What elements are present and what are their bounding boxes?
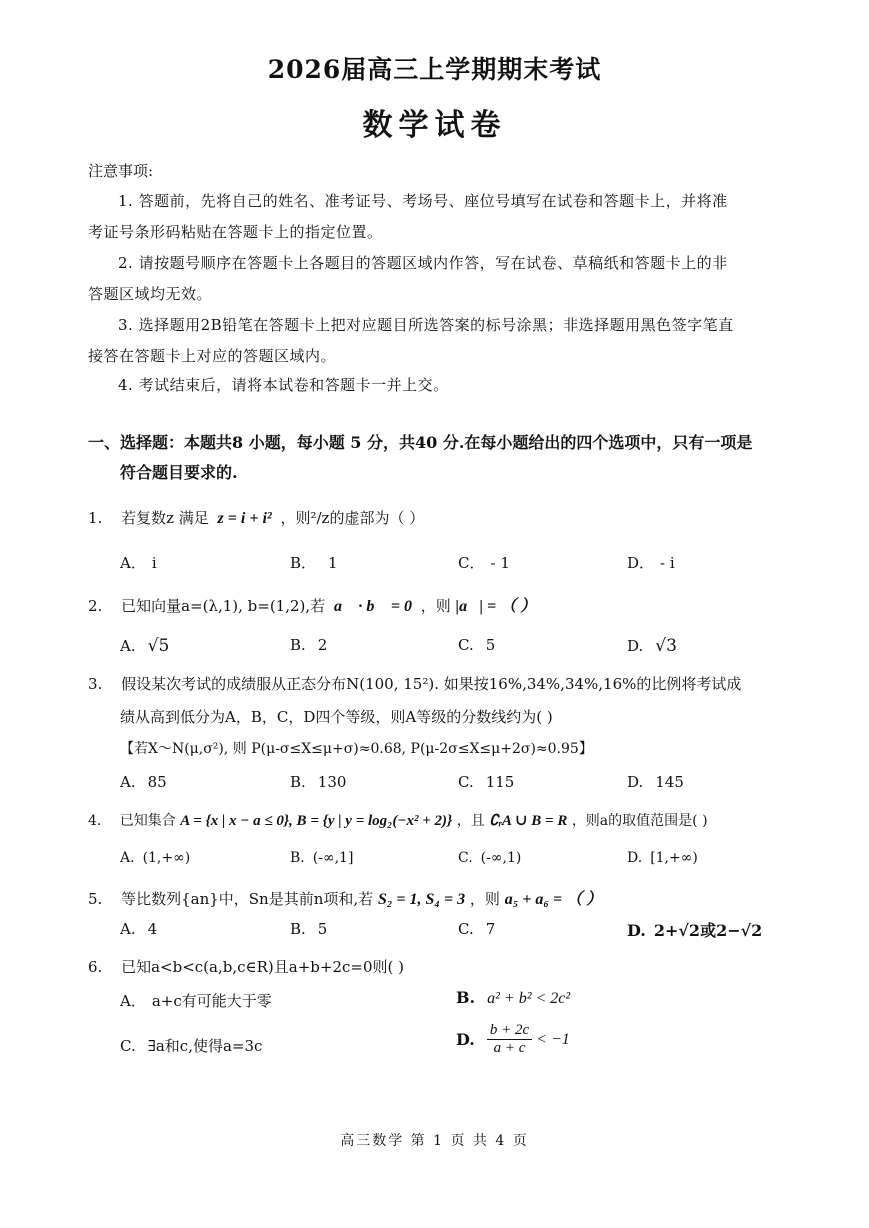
option-label: A.	[120, 637, 136, 655]
question-text-tail: ，则	[420, 597, 451, 615]
option-value: - 1	[490, 554, 510, 572]
option-label: D.	[627, 773, 644, 791]
notice-item-1-line2: 考证号条形码粘贴在答题卡上的指定位置。	[88, 223, 383, 241]
option-b[interactable]	[290, 850, 353, 866]
option-label: D.	[627, 921, 646, 940]
question-3-line2: 绩从高到低分为A，B，C，D四个等级，则A等级的分数线约为( )	[120, 708, 553, 726]
notice-item-3-line1: 3. 选择题用2B铅笔在答题卡上把对应题目所选答案的标号涂黑；非选择题用黑色签字笔直	[118, 316, 734, 334]
question-math-2: ∁ᵣA ∪ B = R	[489, 813, 568, 829]
option-value: 115	[485, 773, 515, 791]
option-label: C．	[458, 554, 485, 572]
option-label: B.	[290, 920, 306, 938]
option-c[interactable]	[458, 850, 521, 866]
question-6	[88, 956, 404, 977]
option-label: B.	[290, 773, 306, 791]
option-value: - i	[660, 554, 675, 572]
option-label: A.	[120, 850, 135, 866]
option-label: C.	[458, 850, 473, 866]
option-value: [1,+∞)	[650, 850, 698, 866]
notice-item-2-line1: 2. 请按题号顺序在答题卡上各题目的答题区域内作答，写在试卷、草稿纸和答题卡上的非	[118, 254, 728, 272]
question-text: 已知集合	[119, 813, 176, 829]
option-label: D．	[627, 554, 655, 572]
option-c[interactable]	[120, 1035, 262, 1056]
question-5	[88, 886, 602, 909]
question-3	[88, 673, 741, 694]
fraction-denominator: a + c	[493, 1040, 526, 1056]
question-3-hint: 【若X～N(μ,σ²), 则 P(μ-σ≤X≤μ+σ)≈0.68, P(μ-2σ≤X≤μ+2σ)≈0.95】	[120, 741, 593, 757]
option-d[interactable]	[456, 1022, 570, 1057]
notice-heading: 注意事项:	[88, 162, 154, 180]
option-label: C.	[458, 920, 474, 938]
question-2	[88, 593, 536, 616]
option-d[interactable]	[627, 918, 762, 941]
option-label: C.	[458, 636, 474, 654]
option-label: B．	[290, 554, 317, 572]
question-4	[88, 810, 708, 830]
option-value: (-∞,1]	[312, 850, 354, 866]
option-label: D.	[627, 850, 643, 866]
option-c[interactable]	[458, 552, 510, 573]
option-label: C.	[458, 773, 474, 791]
option-b[interactable]	[290, 552, 338, 573]
option-value: 5	[485, 636, 496, 654]
option-label: B.	[290, 850, 305, 866]
option-d[interactable]	[627, 636, 677, 656]
option-a[interactable]	[120, 990, 272, 1011]
option-d[interactable]	[627, 773, 684, 791]
option-a[interactable]	[120, 773, 167, 791]
question-number: 5.	[88, 890, 103, 908]
notice-item-1-line1: 1. 答题前，先将自己的姓名、准考证号、考场号、座位号填写在试卷和答题卡上，并将准	[118, 192, 728, 210]
notice-item-3-line2: 接答在答题卡上对应的答题区域内。	[88, 347, 337, 365]
option-value: 2+√2或2−√2	[653, 921, 763, 940]
option-value: 130	[317, 773, 347, 791]
question-text: 假设某次考试的成绩服从正态分布N(100, 15²). 如果按16%,34%,34%,16%的比例将考试成	[121, 675, 742, 693]
option-a[interactable]	[120, 552, 157, 573]
fraction-numerator: b + 2c	[487, 1022, 532, 1040]
question-text: 若复数z 满足	[121, 509, 209, 527]
option-b[interactable]	[456, 988, 570, 1008]
option-value: ∃a和c,使得a=3c	[147, 1037, 263, 1055]
option-label: D.	[627, 637, 644, 655]
option-value: i	[151, 554, 157, 572]
option-label: C.	[120, 1037, 136, 1055]
question-text-tail: ，则²/z的虚部为（ ）	[280, 509, 425, 527]
option-label: B.	[290, 636, 306, 654]
option-c[interactable]	[458, 773, 514, 791]
exam-subtitle: 数学试卷	[362, 108, 507, 143]
option-b[interactable]	[290, 920, 327, 938]
option-value: 7	[485, 920, 496, 938]
exam-title: 2026届高三上学期期末考试	[267, 55, 602, 84]
option-value: √3	[655, 636, 677, 656]
option-label: A.	[120, 773, 136, 791]
question-1	[88, 507, 424, 528]
option-a[interactable]	[120, 636, 169, 656]
option-value: 1	[328, 554, 338, 572]
option-value: 145	[655, 773, 684, 791]
question-text-mid: ，则	[469, 890, 500, 908]
option-a[interactable]	[120, 920, 157, 938]
question-text: 已知a<b<c(a,b,c∈R)且a+b+2c=0则( )	[121, 958, 404, 976]
notice-item-2-line2: 答题区域均无效。	[88, 285, 213, 303]
option-d[interactable]	[627, 850, 698, 866]
option-a[interactable]	[120, 850, 190, 866]
option-value: a² + b² < 2c²	[487, 990, 571, 1007]
option-b[interactable]	[290, 636, 327, 654]
option-value: a+c有可能大于零	[151, 992, 272, 1010]
option-d[interactable]	[627, 552, 675, 573]
option-value: (1,+∞)	[142, 850, 191, 866]
question-number: 6.	[88, 958, 103, 976]
option-b[interactable]	[290, 773, 346, 791]
question-number: 3.	[88, 675, 103, 693]
option-value: (-∞,1)	[480, 850, 522, 866]
question-number: 2.	[88, 597, 103, 615]
option-label: A．	[120, 992, 146, 1010]
option-label: A.	[120, 920, 136, 938]
option-c[interactable]	[458, 920, 495, 938]
option-value-fraction	[487, 1022, 532, 1057]
question-text-mid: ，且	[456, 813, 485, 829]
option-value: √5	[147, 636, 170, 656]
section-heading-line2: 符合题目要求的.	[120, 463, 238, 482]
question-math: a⃗ · b⃗ = 0	[333, 598, 412, 615]
question-math-2: |a⃗| = （ ）	[455, 598, 537, 615]
option-value: 4	[147, 920, 158, 938]
question-math: S₂ = 1, S₄ = 3	[377, 891, 466, 908]
option-label: B.	[456, 988, 476, 1007]
question-text: 已知向量a=(λ,1), b=(1,2),若	[121, 597, 326, 615]
notice-item-4-line1: 4. 考试结束后，请将本试卷和答题卡一并上交。	[118, 376, 449, 394]
option-value: 2	[317, 636, 328, 654]
question-text-tail: ，则a的取值范围是( )	[571, 813, 708, 829]
question-text: 等比数列{an}中，Sn是其前n项和,若	[121, 890, 374, 908]
question-math: z = i + i²	[217, 510, 272, 527]
option-value: 85	[147, 773, 167, 791]
page-footer: 高三数学 第 1 页 共 4 页	[340, 1133, 529, 1149]
option-label: D.	[456, 1030, 475, 1049]
section-heading: 一、选择题：本题共8 小题，每小题 5 分，共40 分.在每小题给出的四个选项中，只有一项是	[88, 433, 753, 452]
option-value-tail: < −1	[536, 1030, 570, 1048]
question-number: 4.	[88, 813, 102, 829]
question-number: 1.	[88, 509, 103, 527]
option-c[interactable]	[458, 636, 495, 654]
option-label: A．	[120, 554, 146, 572]
question-math-2: a₅ + a₆ = （ ）	[504, 891, 603, 908]
question-math: A = {x | x − a ≤ 0}, B = {y | y = log₂(−x² + 2)}	[180, 813, 453, 829]
option-value: 5	[317, 920, 328, 938]
